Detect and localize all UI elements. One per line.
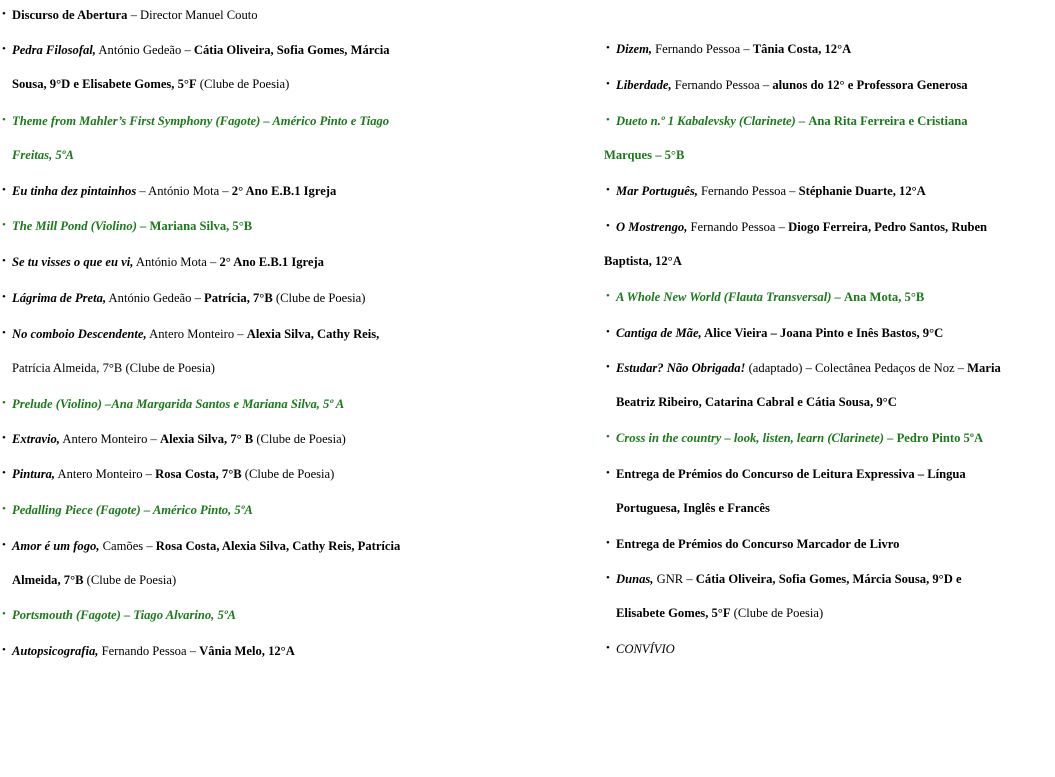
text-segment: Pedalling Piece (Fagote) – Américo Pinto, 5ºA — [12, 503, 253, 517]
item-line — [616, 32, 851, 67]
text-segment: Patrícia Almeida, 7°B (Clube de Poesia) — [12, 361, 215, 375]
text-segment: 2° Ano E.B.1 Igreja — [231, 184, 337, 198]
text-segment: Fernando Pessoa – — [652, 42, 753, 56]
item-line — [12, 598, 236, 633]
item-line — [616, 174, 926, 209]
text-segment: The Mill Pond (Violino) – — [12, 219, 150, 233]
item-line-continuation — [616, 491, 770, 526]
item-line — [12, 174, 336, 209]
text-segment: Estudar? Não Obrigada! — [616, 361, 746, 375]
text-segment: Marques – 5°B — [604, 148, 685, 162]
item-line — [12, 529, 400, 564]
text-segment: Theme from Mahler’s First Symphony (Fagote) – Américo Pinto e Tiago — [12, 114, 390, 128]
item-line — [12, 634, 295, 669]
text-segment: Lágrima de Preta, — [12, 291, 107, 305]
bullet-icon: • — [606, 42, 610, 54]
bullet-icon: • — [606, 220, 610, 232]
bullet-icon: • — [606, 467, 610, 479]
bullet-icon: • — [2, 397, 6, 409]
item-line — [12, 317, 379, 352]
text-segment: Cátia Oliveira, Sofia Gomes, Márcia Sousa, 9°D e — [695, 572, 962, 586]
item-line — [12, 33, 390, 68]
item-line — [616, 104, 968, 139]
text-segment: Antero Monteiro – — [146, 327, 247, 341]
text-segment: António Mota – — [133, 255, 220, 269]
bullet-icon: • — [2, 255, 6, 267]
text-segment: Rosa Costa, Alexia Silva, Cathy Reis, Patrícia — [155, 539, 401, 553]
text-segment: Mar Português, — [616, 184, 698, 198]
text-segment: Maria — [967, 361, 1001, 375]
text-segment: Dizem, — [616, 42, 653, 56]
text-segment: Fernando Pessoa – — [697, 184, 799, 198]
text-segment: Cross in the country – look, listen, learn (Clarinete) – — [616, 431, 897, 445]
bullet-icon: • — [606, 290, 610, 302]
text-segment: alunos do 12° e Professora Generosa — [772, 78, 968, 92]
text-segment: CONVÍVIO — [616, 642, 675, 656]
bullet-icon: • — [2, 327, 6, 339]
bullet-icon: • — [606, 537, 610, 549]
text-segment: O Mostrengo, — [616, 220, 688, 234]
item-line-continuation — [12, 67, 289, 102]
bullet-icon: • — [606, 114, 610, 126]
bullet-icon: • — [2, 184, 6, 196]
text-segment: Fernando Pessoa – — [671, 78, 773, 92]
item-line-continuation — [616, 385, 897, 420]
text-segment: António Gedeão – — [106, 291, 205, 305]
bullet-icon: • — [2, 503, 6, 515]
bullet-icon: • — [2, 219, 6, 231]
item-line — [12, 0, 258, 33]
text-segment: Dueto n.º 1 Kabalevsky (Clarinete) – — [616, 114, 809, 128]
text-segment: Alice Vieira – Joana Pinto e Inês Bastos, 9°C — [701, 326, 944, 340]
item-line-continuation — [604, 138, 684, 173]
item-line — [12, 422, 346, 457]
text-segment: 2° Ano E.B.1 Igreja — [219, 255, 324, 269]
item-line — [12, 387, 344, 422]
text-segment: Pedra Filosofal, — [12, 43, 96, 57]
item-line — [616, 632, 675, 667]
item-line — [12, 245, 324, 280]
item-line — [616, 562, 962, 597]
item-line — [616, 527, 899, 562]
text-segment: Prelude (Violino) –Ana Margarida Santos e Mariana Silva, 5º A — [12, 397, 345, 411]
text-segment: Se tu visses o que eu vi, — [12, 255, 134, 269]
bullet-icon: • — [2, 644, 6, 656]
item-line-continuation — [616, 596, 823, 631]
item-line — [12, 209, 252, 244]
item-line — [616, 457, 966, 492]
text-segment: Portuguesa, Inglês e Francês — [616, 501, 770, 515]
bullet-icon: • — [606, 642, 610, 654]
text-segment: GNR – — [653, 572, 696, 586]
text-segment: Ana Mota, 5°B — [844, 290, 925, 304]
bullet-icon: • — [2, 467, 6, 479]
text-segment: (Clube de Poesia) — [83, 573, 177, 587]
text-segment: Pintura, — [12, 467, 56, 481]
text-segment: Cátia Oliveira, Sofia Gomes, Márcia — [193, 43, 390, 57]
text-segment: Ana Rita Ferreira e Cristiana — [808, 114, 968, 128]
text-segment: Stéphanie Duarte, 12°A — [798, 184, 926, 198]
text-segment: Tânia Costa, 12°A — [752, 42, 852, 56]
text-segment: Camões – — [99, 539, 156, 553]
text-segment: Entrega de Prémios do Concurso Marcador de Livro — [616, 537, 900, 551]
bullet-icon: • — [2, 539, 6, 551]
bullet-icon: • — [606, 431, 610, 443]
text-segment: António Gedeão – — [95, 43, 194, 57]
text-segment: (Clube de Poesia) — [253, 432, 346, 446]
text-segment: Patrícia, 7°B — [204, 291, 273, 305]
bullet-icon: • — [606, 184, 610, 196]
text-segment: Beatriz Ribeiro, Catarina Cabral e Cátia Sousa, 9°C — [616, 395, 897, 409]
bullet-icon: • — [606, 572, 610, 584]
item-line — [616, 351, 1001, 386]
text-segment: Elisabete Gomes, 5°F — [616, 606, 731, 620]
text-segment: – Director Manuel Couto — [127, 8, 258, 22]
item-line — [616, 421, 983, 456]
text-segment: Diogo Ferreira, Pedro Santos, Ruben — [788, 220, 988, 234]
bullet-icon: • — [606, 361, 610, 373]
text-segment: Antero Monteiro – — [59, 432, 160, 446]
text-segment: Antero Monteiro – — [55, 467, 156, 481]
item-line — [616, 280, 924, 315]
item-line — [616, 210, 987, 245]
bullet-icon: • — [2, 291, 6, 303]
item-line — [12, 104, 389, 139]
text-segment: Vânia Melo, 12°A — [199, 644, 295, 658]
item-line — [616, 68, 968, 103]
text-segment: Fernando Pessoa – — [98, 644, 200, 658]
item-line-continuation — [12, 563, 176, 598]
text-segment: Alexia Silva, 7° B — [159, 432, 254, 446]
text-segment: Rosa Costa, 7°B — [155, 467, 242, 481]
text-segment: Mariana Silva, 5°B — [149, 219, 253, 233]
text-segment: Eu tinha dez pintainhos — [12, 184, 137, 198]
item-line — [12, 457, 334, 492]
item-line — [12, 493, 253, 528]
text-segment: (Clube de Poesia) — [272, 291, 366, 305]
text-segment: Baptista, 12°A — [604, 254, 682, 268]
text-segment: (Clube de Poesia) — [196, 77, 290, 91]
text-segment: Sousa, 9°D e Elisabete Gomes, 5°F — [12, 77, 197, 91]
item-line-continuation — [12, 138, 74, 173]
bullet-icon: • — [2, 43, 6, 55]
bullet-icon: • — [606, 78, 610, 90]
text-segment: Amor é um fogo, — [12, 539, 100, 553]
text-segment: Fernando Pessoa – — [687, 220, 789, 234]
text-segment: Portsmouth (Fagote) – Tiago Alvarino, 5ºA — [12, 608, 236, 622]
item-line — [12, 281, 365, 316]
text-segment: (Clube de Poesia) — [730, 606, 824, 620]
text-segment: (adaptado) – Colectânea Pedaços de Noz – — [745, 361, 968, 375]
bullet-icon: • — [2, 8, 6, 20]
text-segment: A Whole New World (Flauta Transversal) – — [616, 290, 845, 304]
text-segment: Alexia Silva, Cathy Reis, — [246, 327, 380, 341]
bullet-icon: • — [2, 114, 6, 126]
text-segment: – António Mota – — [136, 184, 232, 198]
text-segment: Entrega de Prémios do Concurso de Leitura Expressiva – Língua — [616, 467, 966, 481]
text-segment: Dunas, — [616, 572, 654, 586]
text-segment: Discurso de Abertura — [12, 8, 128, 22]
text-segment: Almeida, 7°B — [12, 573, 84, 587]
item-line-continuation — [604, 244, 682, 279]
text-segment: Cantiga de Mãe, — [616, 326, 702, 340]
text-segment: Liberdade, — [616, 78, 672, 92]
text-segment: Extravio, — [12, 432, 60, 446]
bullet-icon: • — [606, 326, 610, 338]
text-segment: No comboio Descendente, — [12, 327, 147, 341]
text-segment: Autopsicografia, — [12, 644, 99, 658]
text-segment: (Clube de Poesia) — [241, 467, 335, 481]
item-line — [616, 316, 943, 351]
text-segment: Freitas, 5ºA — [12, 148, 74, 162]
bullet-icon: • — [2, 608, 6, 620]
bullet-icon: • — [2, 432, 6, 444]
item-line-continuation — [12, 351, 215, 386]
text-segment: Pedro Pinto 5ºA — [896, 431, 984, 445]
